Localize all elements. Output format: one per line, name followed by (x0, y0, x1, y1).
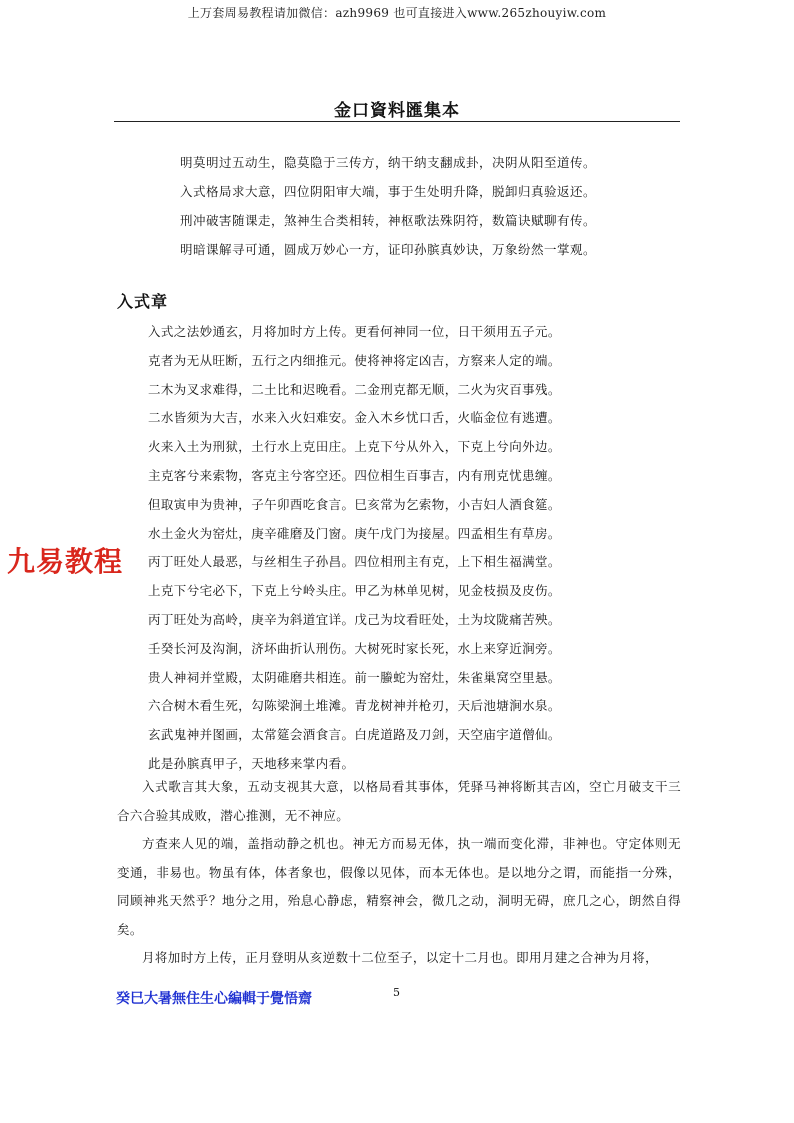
poem-line: 入式格局求大意，四位阴阳审大端，事于生处明升降，脱卸归真验返还。 (180, 184, 597, 199)
verse-line: 二水皆须为大吉，水来入火妇难安。金入木乡忧口舌，火临金位有逃遭。 (148, 410, 561, 426)
verse-line: 此是孙膑真甲子，天地移来掌内看。 (148, 755, 355, 771)
verse-line: 入式之法妙通玄，月将加时方上传。更看何神同一位，日干须用五子元。 (148, 324, 561, 339)
chapter-heading: 入式章 (117, 292, 169, 311)
commentary-paragraph: 方查来人见的端，盖指动静之机也。神无方而易无体，执一端而变化滞，非神也。守定体则无变通，非易也。物虽有体，体者象也，假像以见体，而本无体也。是以地分之谓，而能指一分殊，同顾神兆天然乎？地分之用，殆息心静虑，精察神会，微几之动，洞明无碍，庶几之心，朗然自得矣。 (117, 836, 681, 937)
verse-line: 壬癸长河及沟涧，济坏曲折认刑伤。大树死时家长死，水上来穿近涧旁。 (148, 640, 561, 656)
verse-line: 玄武鬼神并图画，太常筵会酒食言。白虎道路及刀剑，天空庙宇道僧仙。 (148, 727, 561, 743)
title-divider (114, 121, 680, 122)
verse-line: 上克下兮宅必下，下克上兮岭头庄。甲乙为林单见树，见金枝损及皮伤。 (148, 583, 561, 599)
page-number: 5 (393, 986, 400, 999)
verse-line: 丙丁旺处人最恶，与丝相生子孙昌。四位相刑主有克，上下相生福满堂。 (148, 554, 561, 570)
verse-line: 但取寅申为贵神，子午卯酉吃食言。巳亥常为乞索物，小吉妇人酒食筵。 (148, 496, 561, 512)
verse-line: 六合树木看生死，勾陈梁涧土堆滩。青龙树神并枪刃，天后池塘涧水泉。 (148, 698, 561, 714)
verse-line: 丙丁旺处为高岭，庚辛为斜道宜详。戊己为坟看旺处，土为坟陇痛苦殃。 (148, 611, 561, 627)
verse-line: 主克客兮来索物，客克主兮客空还。四位相生百事吉，内有刑克忧患缠。 (148, 467, 561, 483)
footer-credit: 癸巳大暑無住生心編輯于覺悟齋 (116, 991, 312, 1007)
verse-line: 克者为无从旺断，五行之内细推元。使将神将定凶吉，方察来人定的端。 (148, 352, 561, 368)
verse-line: 火来入土为刑狱，土行水上克田庄。上克下兮从外入，下克上兮向外边。 (148, 439, 561, 455)
poem-line: 刑冲破害随课走，煞神生合类相转，神枢歌法殊阴符，数篇诀赋聊有传。 (180, 213, 597, 228)
verse-line: 二木为叉求难得，二土比和迟晚看。二金刑克都无顺，二火为灾百事残。 (148, 381, 561, 397)
verse-line: 贵人神祠并堂殿，太阴碓磨共相连。前一螣蛇为窑灶，朱雀巢窝空里悬。 (148, 669, 561, 685)
book-title: 金口資料匯集本 (334, 101, 460, 121)
watermark-logo: 九易教程 (7, 545, 124, 578)
chapter-commentary (117, 773, 681, 973)
top-banner: 上万套周易教程请加微信：azh9969 也可直接进入www.265zhouyiw.com (187, 6, 607, 20)
opening-poem (180, 148, 660, 264)
verse-line: 水土金火为窑灶，庚辛碓磨及门窗。庚午戊门为接屋。四孟相生有草房。 (148, 525, 561, 541)
commentary-paragraph: 月将加时方上传，正月登明从亥逆数十二位至子，以定十二月也。即用月建之合神为月将， (142, 950, 659, 965)
commentary-paragraph: 入式歌言其大象，五动支视其大意，以格局看其事体，凭驿马神将断其吉凶，空亡月破支干三合六合验其成败，潜心推测，无不神应。 (117, 779, 681, 823)
poem-line: 明莫明过五动生，隐莫隐于三传方，纳干纳支翻成卦，决阴从阳至道传。 (180, 155, 597, 170)
chapter-verses (148, 318, 688, 779)
poem-line: 明暗课解寻可通，圆成万妙心一方，证印孙膑真妙诀，万象纷然一掌观。 (180, 242, 597, 257)
